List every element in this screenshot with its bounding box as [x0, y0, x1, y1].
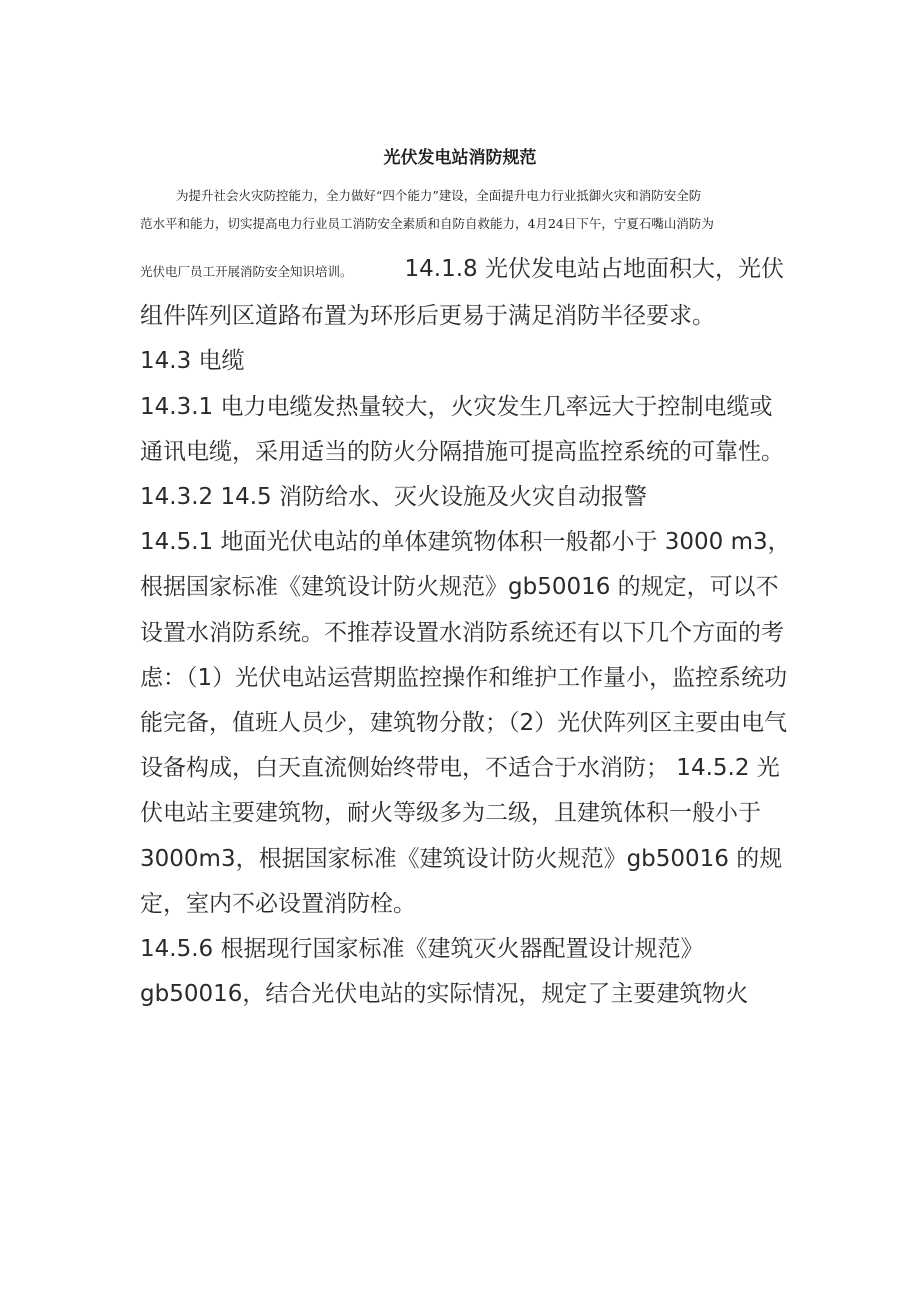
intro-paragraph [140, 182, 790, 238]
paragraph-14-1-8 [140, 247, 795, 339]
intro-line-1: 为提升社会火灾防控能力，全力做好“四个能力”建设，全面提升电力行业抵御火灾和消防安全防 [176, 188, 702, 203]
paragraph-14-3-1: 14.3.1 电力电缆发热量较大，火灾发生几率远大于控制电缆或通讯电缆，采用适当的防火分隔措施可提高监控系统的可靠性。 [140, 393, 784, 465]
document-title: 光伏发电站消防规范 [383, 148, 537, 168]
body-text [140, 247, 795, 1017]
intro-line-3: 光伏电厂员工开展消防安全知识培训。 [140, 264, 353, 279]
heading-14-3: 14.3 电缆 [140, 348, 245, 375]
intro-line-2: 范水平和能力，切实提高电力行业员工消防安全素质和自防自救能力，4月24日下午，宁夏石嘴山消防为 [140, 216, 714, 231]
paragraph-14-3-2: 14.3.2 14.5 消防给水、灭火设施及火灾自动报警 [140, 484, 647, 511]
paragraph-14-5-6: 14.5.6 根据现行国家标准《建筑灭火器配置设计规范》gb50016，结合光伏电站的实际情况，规定了主要建筑物火 [140, 936, 749, 1008]
paragraph-14-1-8-text: 14.1.8 光伏发电站占地面积大，光伏组件阵列区道路布置为环形后更易于满足消防半径要求。 [140, 256, 784, 330]
paragraph-14-5-1: 14.5.1 地面光伏电站的单体建筑物体积一般都小于 3000 m3，根据国家标准《建筑设计防火规范》gb50016 的规定，可以不设置水消防系统。不推荐设置水消防系统还有以下几个方面的考虑：（1）光伏电站运营期监控操作和维护工作量小，监控系统功能完备，值班人员少，建筑物分散；（2）光伏阵列区主要由电气设备构成，白天直流侧始终带电，不适合于水消防； 14.5.2 光伏电站主要建筑物，耐火等级多为二级，且建筑体积一般小于 3000m3，根据国家标准《建筑设计防火规范》gb50016 的规定，室内不必设置消防栓。 [140, 529, 791, 917]
